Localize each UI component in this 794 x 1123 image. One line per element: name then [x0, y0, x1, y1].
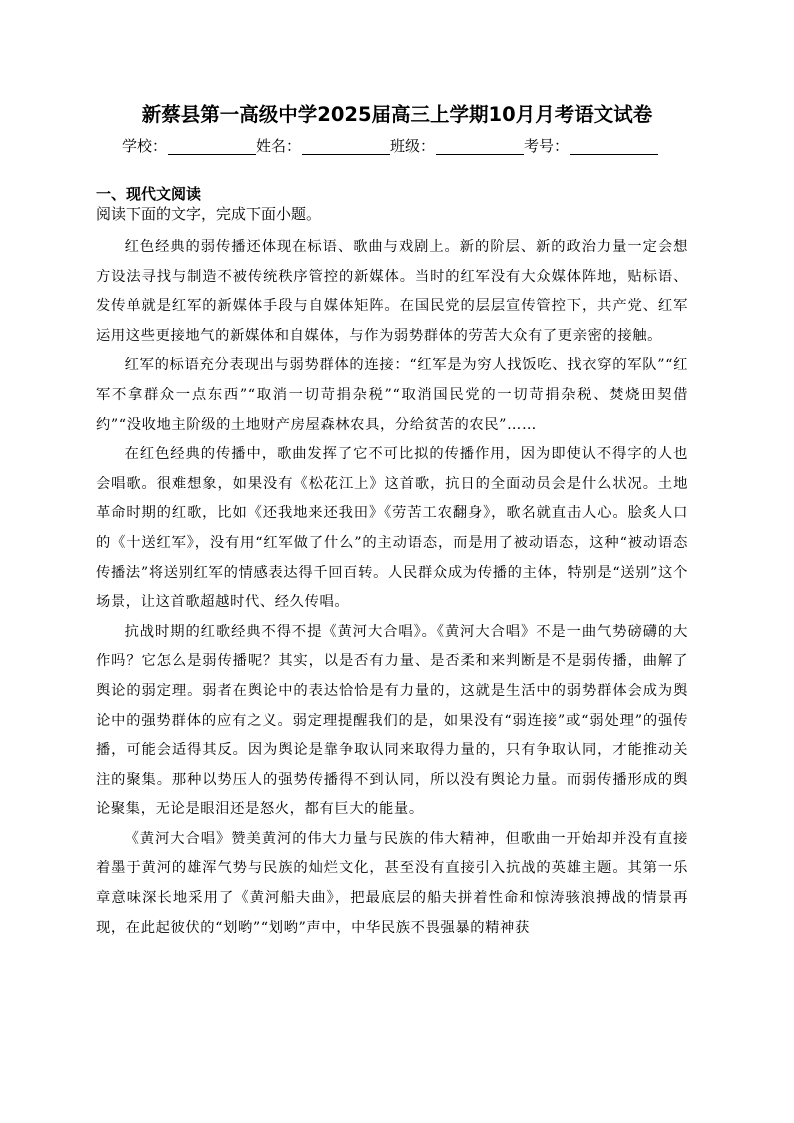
class-label: 班级：	[390, 137, 436, 155]
reading-instruction: 阅读下面的文字，完成下面小题。	[96, 205, 322, 223]
passage-paragraph: 《黄河大合唱》赞美黄河的伟大力量与民族的伟大精神，但歌曲一开始却并没有直接着墨于黄河的雄浑气势与民族的灿烂文化，甚至没有直接引入抗战的英雄主题。其第一乐章意味深长地采用了《黄河船夫曲》，把最底层的船夫拼着性命和惊涛骇浪搏战的情景再现，在此起彼伏的“划哟”“划哟”声中，中华民族不畏强暴的精神获	[96, 830, 688, 936]
student-info-row	[122, 134, 658, 158]
passage-paragraph: 抗战时期的红歌经典不得不提《黄河大合唱》。《黄河大合唱》不是一曲气势磅礴的大作吗？它怎么是弱传播呢？其实，以是否有力量、是否柔和来判断是不是弱传播，曲解了舆论的弱定理。弱者在舆论中的表达恰恰是有力量的，这就是生活中的弱势群体会成为舆论中的强势群体的应有之义。弱定理提醒我们的是，如果没有“弱连接”或“弱处理”的强传播，可能会适得其反。因为舆论是靠争取认同来取得力量的，只有争取认同，才能推动关注的聚集。那种以势压人的强势传播得不到认同，所以没有舆论力量。而弱传播形成的舆论聚集，无论是眼泪还是怒火，都有巨大的能量。	[96, 623, 688, 818]
exam-number-blank	[570, 134, 658, 155]
school-blank	[168, 134, 256, 155]
passage-paragraph: 在红色经典的传播中，歌曲发挥了它不可比拟的传播作用，因为即使认不得字的人也会唱歌。很难想象，如果没有《松花江上》这首歌，抗日的全面动员会是什么状况。土地革命时期的红歌，比如《还我地来还我田》《劳苦工农翻身》，歌名就直击人心。脍炙人口的《十送红军》，没有用“红军做了什么”的主动语态，而是用了被动语态，这种“被动语态传播法”将送别红军的情感表达得千回百转。人民群众成为传播的主体，特别是“送别”这个场景，让这首歌超越时代、经久传唱。	[96, 446, 688, 611]
section-heading: 一、现代文阅读	[96, 185, 202, 203]
class-blank	[436, 134, 524, 155]
reading-passage	[96, 233, 688, 943]
school-label: 学校：	[122, 137, 168, 155]
name-blank	[302, 134, 390, 155]
exam-number-label: 考号：	[524, 137, 570, 155]
name-label: 姓名：	[256, 137, 302, 155]
passage-paragraph: 红军的标语充分表现出与弱势群体的连接：“红军是为穷人找饭吃、找衣穿的军队”“红军不拿群众一点东西”“取消一切苛捐杂税”“取消国民党的一切苛捐杂税、焚烧田契借约”“没收地主阶级的土地财产房屋森林农具，分给贫苦的农民”……	[96, 357, 688, 433]
exam-title: 新蔡县第一高级中学2025届高三上学期10月月考语文试卷	[141, 103, 653, 126]
passage-paragraph: 红色经典的弱传播还体现在标语、歌曲与戏剧上。新的阶层、新的政治力量一定会想方设法寻找与制造不被传统秩序管控的新媒体。当时的红军没有大众媒体阵地，贴标语、发传单就是红军的新媒体手段与自媒体矩阵。在国民党的层层宣传管控下，共产党、红军运用这些更接地气的新媒体和自媒体，与作为弱势群体的劳苦大众有了更亲密的接触。	[96, 239, 688, 344]
